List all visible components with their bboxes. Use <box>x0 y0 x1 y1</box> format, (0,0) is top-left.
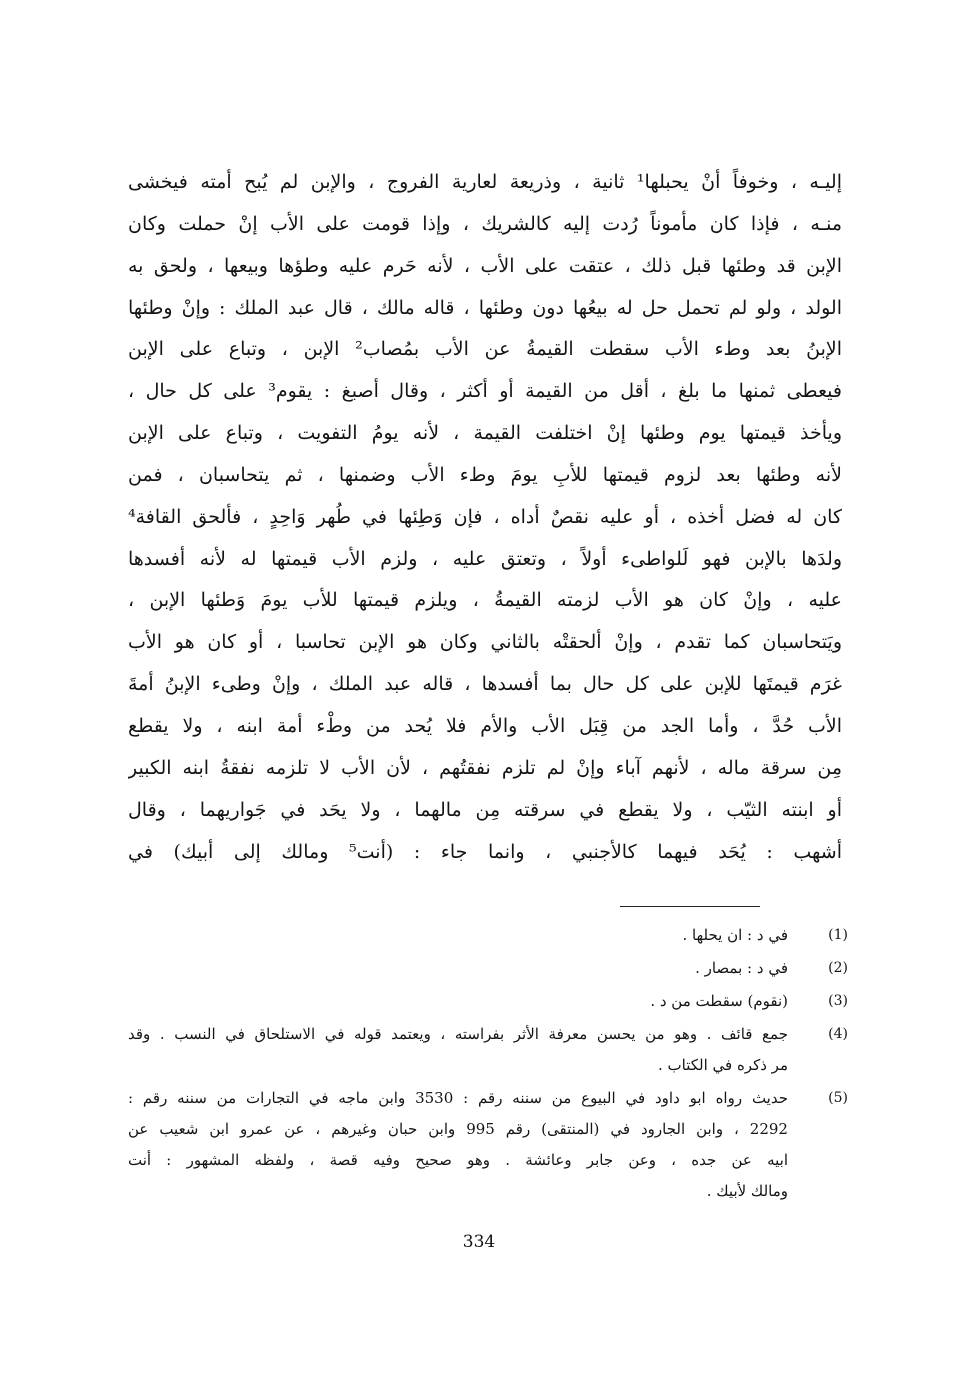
footnote-body <box>128 1019 788 1081</box>
footnote-body <box>128 953 788 984</box>
text-line: عليه ، وإنْ كان هو الأب لزمته القيمةُ ، ويلزم قيمتها للأب يومَ وَطئها الإبن ، <box>128 589 842 612</box>
footnote-separator <box>620 906 760 907</box>
footnote-line: 2292 ، وابن الجارود في (المنتقى) رقم 995 وابن حبان وغيرهم ، عن عمرو ابن شعيب عن <box>128 1120 788 1138</box>
text-line: الولد ، ولو لم تحمل حل له بيعُها دون وطئها ، قاله مالك ، قال عبد الملك : وإنْ وطئها <box>128 296 842 319</box>
text-line: ويَتحاسبان كما تقدم ، وإنْ ألحقتْه بالثاني وكان هو الإبن تحاسبا ، أو كان هو الأب <box>128 631 842 654</box>
footnote-line: جمع قائف . وهو من يحسن معرفة الأثر بفراسته ، ويعتمد قوله في الاستلحاق في النسب . وقد <box>128 1025 788 1043</box>
footnote-number: (2) <box>828 960 848 976</box>
text-line: غرَم قيمتَها للإبن على كل حال بما أفسدها ، قاله عبد الملك ، وإنْ وطىء الإبنُ أمةَ <box>128 673 842 696</box>
footnote-body <box>128 920 788 951</box>
footnotes <box>128 920 848 1209</box>
text-line: الإبنُ بعد وطء الأب سقطت القيمةُ عن الأب بمُصاب² الإبن ، وتباع على الإبن <box>128 338 842 361</box>
footnote-1 <box>128 920 848 951</box>
footnote-3 <box>128 986 848 1017</box>
footnote-5 <box>128 1083 848 1207</box>
footnote-4 <box>128 1019 848 1081</box>
footnote-line: في د : ان يحلها . <box>682 926 788 944</box>
main-text <box>128 162 842 873</box>
footnote-number: (1) <box>828 927 848 943</box>
footnote-number: (5) <box>828 1090 848 1106</box>
footnote-line: في د : بمصار . <box>695 959 788 977</box>
footnote-line: (نقوم) سقطت من د . <box>650 992 788 1010</box>
footnote-line: مر ذكره في الكتاب . <box>657 1056 788 1074</box>
footnote-line: ابيه عن جده ، وعن جابر وعائشة . وهو صحيح وفيه قصة ، ولفظه المشهور : أنت <box>128 1151 788 1169</box>
text-line: فيعطى ثمنها ما بلغ ، أقل من القيمة أو أكثر ، وقال أصبغ : يقوم³ على كل حال ، <box>128 380 842 403</box>
page-number: 334 <box>462 1232 496 1252</box>
text-line: ولدَها بالإبن فهو لَلواطىء أولاً ، وتعتق عليه ، ولزم الأب قيمتها له لأنه أفسدها <box>128 547 842 570</box>
footnote-2 <box>128 953 848 984</box>
text-line: أشهب : يُحَد فيهما كالأجنبي ، وانما جاء : (أنت⁵ ومالك إلى أبيك) في <box>128 840 842 863</box>
footnote-line: حديث رواه ابو داود في البيوع من سننه رقم : 3530 وابن ماجه في التجارات من سننه رقم : <box>128 1089 788 1107</box>
footnote-body <box>128 986 788 1017</box>
text-line: لأنه وطئها بعد لزوم قيمتها للأبِ يومَ وطء الأب وضمنها ، ثم يتحاسبان ، فمن <box>128 463 842 486</box>
text-line: ويأخذ قيمتها يوم وطئها إنْ اختلفت القيمة ، لأنه يومُ التفويت ، وتباع على الإبن <box>128 422 842 445</box>
text-line: أو ابنته الثيّب ، ولا يقطع في سرقته مِن مالهما ، ولا يحَد في جَواريهما ، وقال <box>128 798 842 821</box>
footnote-body <box>128 1083 788 1207</box>
text-line: منـه ، فإذا كان مأموناً رُدت إليه كالشريك ، وإذا قومت على الأب إنْ حملت وكان <box>128 212 842 235</box>
text-line: إليـه ، وخوفاً أنْ يحبلها¹ ثانية ، وذريعة لعارية الفروج ، والإبن لم يُبح أمته فيخشى <box>128 171 842 193</box>
footnote-number: (4) <box>828 1026 848 1042</box>
text-line: الإبن قد وطئها قبل ذلك ، عتقت على الأب ، لأنه حَرم عليه وطؤها وبيعها ، ولحق به <box>128 254 842 277</box>
footnote-line: ومالك لأبيك . <box>706 1182 788 1200</box>
footnote-number: (3) <box>828 993 848 1009</box>
text-line: كان له فضل أخذه ، أو عليه نقصٌ أداه ، فإن وَطِئها في طُهر وَاحِدٍ ، فألحق القافة⁴ <box>128 505 842 528</box>
text-line: مِن سرقة ماله ، لأنهم آباء وإنْ لم تلزم نفقتُهم ، لأن الأب لا تلزمه نفقةُ ابنه الكبير <box>128 756 842 779</box>
text-line: الأب حُدَّ ، وأما الجد من قِبَل الأب والأم فلا يُحد من وطْء أمة ابنه ، ولا يقطع <box>128 714 842 737</box>
